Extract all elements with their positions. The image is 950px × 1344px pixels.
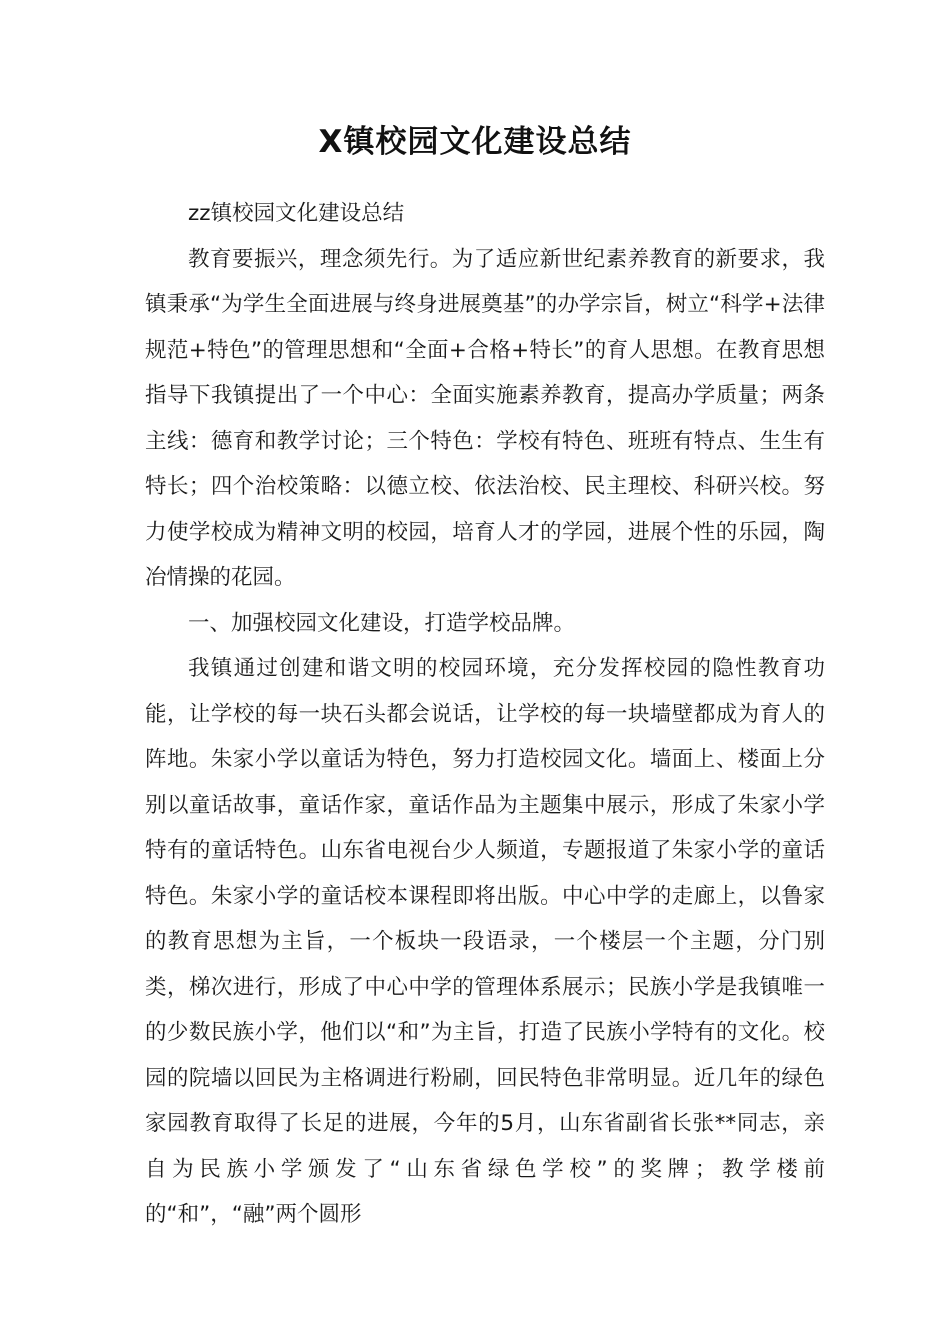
intro-paragraph: 教育要振兴，理念须先行。为了适应新世纪素养教育的新要求，我镇秉承“为学生全面进展与终身进展奠基”的办学宗旨，树立“科学+法律规范+特色”的管理思想和“全面+合格+特长”的育人思想。在教育思想指导下我镇提出了一个中心：全面实施素养教育，提高办学质量；两条主线：德育和教学讨论；三个特色：学校有特色、班班有特点、生生有特长；四个治校策略：以德立校、依法治校、民主理校、科研兴校。努力使学校成为精神文明的校园，培育人才的学园，进展个性的乐园，陶冶情操的花园。 <box>145 246 825 590</box>
section-heading: 一、加强校园文化建设，打造学校品牌。 <box>188 610 576 636</box>
document-title: X镇校园文化建设总结 <box>318 124 632 160</box>
subtitle-paragraph: zz镇校园文化建设总结 <box>188 201 405 226</box>
section-paragraph: 我镇通过创建和谐文明的校园环境，充分发挥校园的隐性教育功能，让学校的每一块石头都会说话，让学校的每一块墙壁都成为育人的阵地。朱家小学以童话为特色，努力打造校园文化。墙面上、楼面上分别以童话故事，童话作家，童话作品为主题集中展示，形成了朱家小学特有的童话特色。山东省电视台少人频道，专题报道了朱家小学的童话特色。朱家小学的童话校本课程即将出版。中心中学的走廊上，以鲁家的教育思想为主旨，一个板块一段语录，一个楼层一个主题，分门别类，梯次进行，形成了中心中学的管理体系展示；民族小学是我镇唯一的少数民族小学，他们以“和”为主旨，打造了民族小学特有的文化。校园的院墙以回民为主格调进行粉刷，回民特色非常明显。近几年的绿色家园教育取得了长足的进展，今年的5月，山东省副省长张**同志，亲自为民族小学颁发了“山东省绿色学校”的奖牌；教学楼前的“和”，“融”两个圆形 <box>145 656 825 1227</box>
document-body <box>145 191 825 1238</box>
